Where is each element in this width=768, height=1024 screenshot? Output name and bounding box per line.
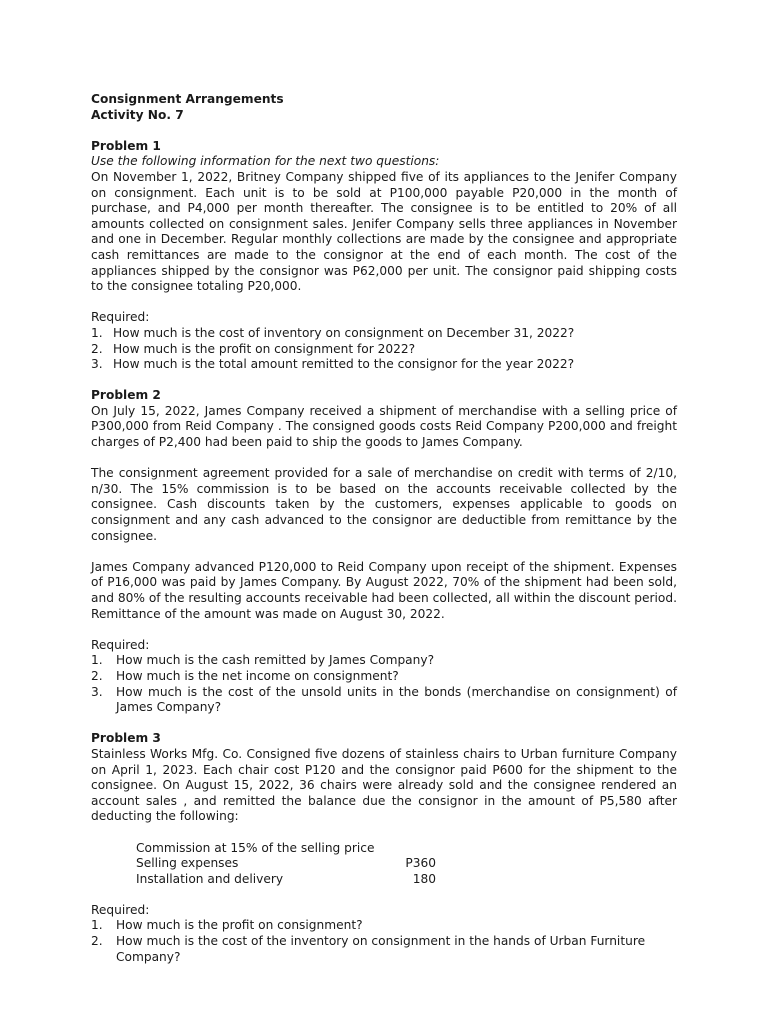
problem-2-title: Problem 2 [91,388,161,403]
question-text: How much is the net income on consignment? [116,668,399,683]
problem-3 [91,731,677,965]
deduction-label: Selling expenses [136,856,239,871]
deduction-row [136,872,446,888]
question-text: How much is the total amount remitted to the consignor for the year 2022? [113,357,575,372]
problem-2-questions [91,653,677,715]
problem-2-paragraph: On July 15, 2022, James Company received a shipment of merchandise with a selling price of P300,000 from Reid Company . The consigned goods costs Reid Company P200,000 and freight charges of P2,400 had been paid to ship the goods to James Company. [91,403,677,450]
document-title: Consignment Arrangements [91,92,284,106]
deduction-row [136,841,446,857]
question-text: How much is the profit on consignment? [116,918,363,933]
deduction-label: Commission at 15% of the selling price [136,840,375,855]
problem-1-intro: Use the following information for the next two questions: [91,154,440,169]
question-text: How much is the cost of the inventory on consignment in the hands of Urban Furniture Company? [116,934,646,964]
deduction-amount [404,841,436,857]
question-text: How much is the cost of the unsold units in the bonds (merchandise on consignment) of James Company? [116,684,677,715]
problem-3-title: Problem 3 [91,731,161,746]
problem-1-title: Problem 1 [91,138,161,153]
problem-1-body: On November 1, 2022, Britney Company shipped five of its appliances to the Jenifer Company on consignment. Each unit is to be sold at P100,000 payable P20,000 in the month of purchase, and P4,000 per month thereafter. The consignee is to be entitled to 20% of all amounts collected on consignment sales. Jenifer Company sells three appliances in November and one in December. Regular monthly collections are made by the consignee and appropriate cash remittances are made to the consignor at the end of each month. The cost of the appliances shipped by the consignor was P62,000 per unit. The consignor paid shipping costs to the consignee totaling P20,000. [91,169,677,294]
question-item [91,669,677,685]
question-item [91,342,677,358]
question-item [91,326,677,342]
question-item [91,934,677,965]
question-number: 1. [91,653,103,668]
question-item [91,653,677,669]
problem-3-required-label: Required: [91,902,150,917]
question-number: 3. [91,357,103,372]
problem-3-body: Stainless Works Mfg. Co. Consigned five dozens of stainless chairs to Urban furniture Company on April 1, 2023. Each chair cost P120 and the consignor paid P600 for the shipment to the consignee. On August 15, 2022, 36 chairs were already sold and the consignee rendered an account sales , and remitted the balance due the consignor in the amount of P5,580 after deducting the following: [91,746,677,824]
question-item [91,918,677,934]
question-text: How much is the cost of inventory on consignment on December 31, 2022? [113,325,575,340]
document-page [91,92,677,965]
deduction-row [136,856,446,872]
deductions-list [136,841,446,888]
question-number: 2. [91,341,103,356]
problem-1-required-label: Required: [91,310,150,325]
question-item [91,685,677,716]
deduction-amount: P360 [405,856,436,871]
question-number: 1. [91,325,103,340]
question-number: 2. [91,934,103,949]
question-text: How much is the cash remitted by James Company? [116,653,435,668]
problem-2-required-label: Required: [91,637,150,652]
deduction-label: Installation and delivery [136,871,284,886]
problem-3-questions [91,918,677,965]
problem-2-paragraph: The consignment agreement provided for a sale of merchandise on credit with terms of 2/10, n/30. The 15% commission is to be based on the accounts receivable collected by the consignee. Cash discounts taken by the customers, expenses applicable to goods on consignment and any cash advanced to the consignor are deductible from remittance by the consignee. [91,466,677,543]
question-number: 3. [91,684,103,699]
question-number: 2. [91,668,103,683]
question-item [91,357,677,373]
deduction-amount: 180 [412,871,436,886]
problem-2 [91,388,677,715]
problem-2-paragraph: James Company advanced P120,000 to Reid Company upon receipt of the shipment. Expenses of P16,000 was paid by James Company. By August 2022, 70% of the shipment had been sold, and 80% of the resulting accounts receivable had been collected, all within the discount period. Remittance of the amount was made on August 30, 2022. [91,559,677,621]
problem-1-questions [91,326,677,373]
activity-number: Activity No. 7 [91,107,184,122]
problem-1 [91,139,677,373]
question-number: 1. [91,918,103,933]
question-text: How much is the profit on consignment for 2022? [113,341,416,356]
